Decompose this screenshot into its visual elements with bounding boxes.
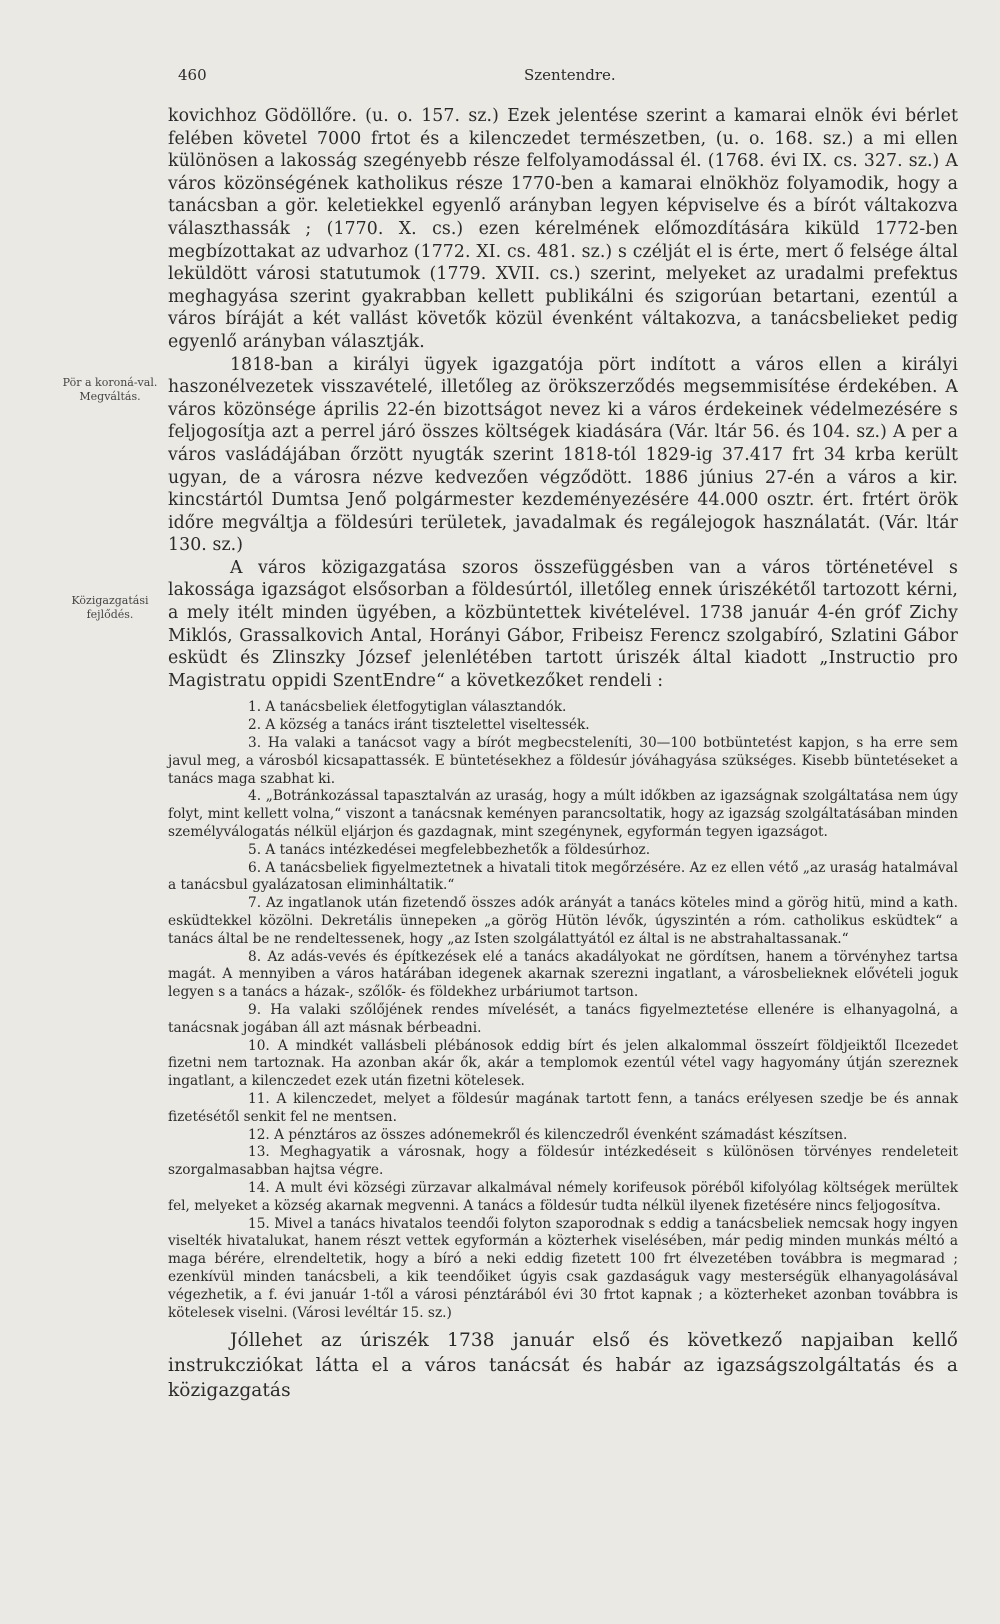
page-number: 460 xyxy=(178,66,207,84)
footnote-item: 7. Az ingatlanok után fizetendő összes adók arányát a tanács köteles mind a görög hitü, mind a kath. esküdtekkel közölni. Dekretális ünnepeken „a görög Hütön lévők, úgyszintén a róm. catholikus esküdtek“ a tanács által be ne rendeltessenek, hogy „az Isten szolgálattyától ez által is ne abstrahaltassanak.“ xyxy=(168,895,958,947)
footnote-item: 6. A tanácsbeliek figyelmeztetnek a hivatali titok megőrzésére. Az ez ellen vétő „az uraság hatalmával a tanácsbul gyalázatosan eliminháltatik.“ xyxy=(168,859,958,894)
page-header xyxy=(0,66,1000,90)
running-title: Szentendre. xyxy=(524,66,616,84)
margin-note-administration: Közigazgatási fejlődés. xyxy=(71,594,149,621)
main-text xyxy=(168,105,958,1403)
paragraph: Jóllehet az úriszék 1738 január első és következő napjaiban kellő instrukcziókat látta el a város tanácsát és habár az igazságszolgáltatás és a közigazgatás xyxy=(168,1330,958,1402)
footnote-item: 1. A tanácsbeliek életfogytiglan választandók. xyxy=(248,699,567,716)
margin-note-lawsuit: Pör a koroná-val. Megváltás. xyxy=(62,376,158,403)
footnote-list xyxy=(168,699,958,1322)
footnote-item: 4. „Botránkozással tapasztalván az uraság, hogy a múlt időkben az igazságnak szolgáltatása nem úgy folyt, mint kellett volna,“ viszont a tanácsnak keményen parancsoltatik, hogy az igazság szolgáltatásában minden személyválogatás nélkül eljárjon és gazdagnak, mint szegénynek, egyformán tegyen igazságot. xyxy=(168,788,958,841)
footnote-item: 11. A kilenczedet, melyet a földesúr magának tartott fenn, a tanács erélyesen szedje be és annak fizetésétől senkit fel ne mentsen. xyxy=(168,1090,958,1125)
footnote-item: 3. Ha valaki a tanácsot vagy a bírót megbecsteleníti, 30—100 botbüntetést kapjon, s ha erre sem javul meg, a városból kicsapattassék. E büntetésekhez a földesúr jóváhagyása szükséges. Kisebb büntetéseket a tanács maga szabhat ki. xyxy=(168,735,958,787)
footnote-item: 2. A község a tanács iránt tisztelettel viseltessék. xyxy=(248,717,590,734)
footnote-item: 15. Mivel a tanács hivatalos teendői folyton szaporodnak s eddig a tanácsbeliek nemcsak hogy ingyen viselték hivatalukat, hanem részt vettek egyformán a közterhek viselésében, már pedig minden munkás méltó a maga bérére, elrendeltetik, hogy a bíró a neki eddig fizetett 100 frt élvezetében továbbra is megmarad ; ezenkívül minden tanácsbeli, a kik teendőiket úgyis csak gazdaságuk vagy mesterségük elhanyagolásával végezhetik, a f. évi január 1-től a városi pénztárából évi 30 frtot kapnak ; a közterheket azonban továbbra is kötelesek viselni. (Városi levéltár 15. sz.) xyxy=(168,1215,958,1321)
footnote-item: 13. Meghagyatik a városnak, hogy a földesúr intézkedéseit s különösen törvényes rendeleteit szorgalmasabban hajtsa végre. xyxy=(168,1144,958,1179)
paragraph: 1818-ban a királyi ügyek igazgatója pört indított a város ellen a királyi haszonélvezetek visszavételé, illetőleg az örökszerződés megsemmisítése érdekében. A város közönsége április 22-én bizottságot nevez ki a város érdekeinek védelmezésére s feljogosítja azt a perrel járó összes költségek kiadására (Vár. ltár 56. és 104. sz.) A per a város vasládájában őrzött nyugták szerint 1818-tól 1829-ig 37.417 frt 34 krba került ugyan, de a városra nézve kedvezően végződött. 1886 június 27-én a város a kir. kincstártól Dumtsa Jenő polgármester kezdeményezésére 44.000 osztr. ért. frtért örök időre megváltja a földesúri területek, javadalmak és regálejogok használatát. (Vár. ltár 130. sz.) xyxy=(168,354,958,556)
footnote-item: 5. A tanács intézkedései megfelebbezhetők a földesúrhoz. xyxy=(248,841,651,858)
footnote-item: 14. A mult évi községi zürzavar alkalmával némely korifeusok pöréből kifolyólag költségek merültek fel, melyeket a község akarnak megvenni. A tanács a földesúr tudta nélkül ilyenek fizetésére nincs feljogosítva. xyxy=(168,1179,958,1214)
footnote-item: 12. A pénztáros az összes adónemekről és kilenczedről évenként számadást készítsen. xyxy=(248,1126,848,1143)
footnote-item: 9. Ha valaki szőlőjének rendes mívelését, a tanács figyelmeztetése ellenére is elhanyagolná, a tanácsnak jogában áll azt másnak bérbeadni. xyxy=(168,1001,958,1036)
paragraph: A város közigazgatása szoros összefüggésben van a város történetével s lakossága igazságot elsősorban a földesúrtól, illetőleg ennek úriszékétől tartozott kérni, a mely itélt minden ügyében, a közbüntettek kivételével. 1738 január 4-én gróf Zichy Miklós, Grassalkovich Antal, Horányi Gábor, Fribeisz Ferencz szolgabíró, Szlatini Gábor esküdt és Zlinszky József jelenlétében tartott úriszék által kiadott „Instructio pro Magistratu oppidi SzentEndre“ a következőket rendeli : xyxy=(168,557,958,691)
footnote-item: 8. Az adás-vevés és építkezések elé a tanács akadályokat ne gördítsen, hanem a törvényhez tartsa magát. A mennyiben a város határában idegenek akarnak szerezni ingatlant, a városbelieknek elővételi joguk legyen s a tanács a házak-, szőlők- és földekhez urbáriumot tartson. xyxy=(168,948,958,1001)
closing-text xyxy=(168,1328,958,1403)
footnote-item: 10. A mindkét vallásbeli plébánosok eddig bírt és jelen alkalommal összeírt földjeiktől Ilcezedet fizetni nem tartoznak. Ha azonban akár ők, akár a templomok ezentúl vétel vagy hagyomány útján szereznek ingatlant, a kilenczedet ezek után fizetni kötelesek. xyxy=(168,1037,958,1090)
paragraph: kovichhoz Gödöllőre. (u. o. 157. sz.) Ezek jelentése szerint a kamarai elnök évi bérlet felében követel 7000 frtot és a kilenczedet természetben, (u. o. 168. sz.) a mi ellen különösen a lakosság szegényebb része felfolyamodással él. (1768. évi IX. cs. 327. sz.) A város közönségének katholikus része 1770-ben a kamarai elnökhöz folyamodik, hogy a tanácsban a gör. keletiekkel egyenlő arányban legyen képviselve és a bírót váltakozva választhassák ; (1770. X. cs.) ezen kérelmének előmozdítására kiküld 1772-ben megbízottakat az udvarhoz (1772. XI. cs. 481. sz.) s czélját el is érte, mert ő felsége által leküldött városi statutumok (1779. XVII. cs.) szerint, melyeket az uradalmi prefektus meghagyása szerint gyakrabban kellett publikálni és szigorúan betartani, ezentúl a város bíráját a két vallást követők közül évenként váltakozva, a tanácsbelieket pedig egyenlő arányban választják. xyxy=(168,106,958,352)
